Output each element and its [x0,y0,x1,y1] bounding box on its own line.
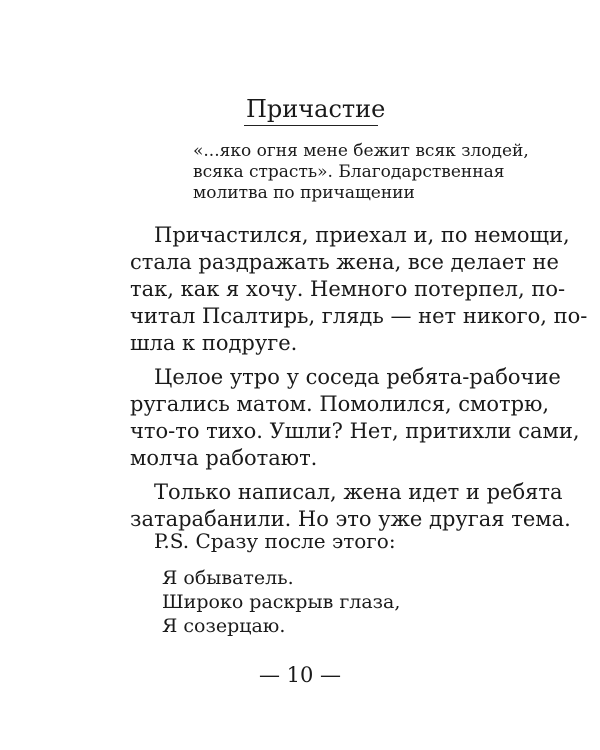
title-underline [244,125,378,126]
text-line: молча работают. [130,446,318,470]
epigraph-line: всяка страсть». Благодарственная [193,162,505,182]
text-line: стала раздражать жена, все делает не [130,250,559,274]
body-text [130,222,588,540]
verse-line: Широко раскрыв глаза, [162,591,401,613]
verse-line: Я обыватель. [162,567,294,589]
verse-line: Я созерцаю. [162,615,286,637]
text-line: Целое утро у соседа ребята-рабочие [154,365,561,389]
text-line: что-то тихо. Ушли? Нет, притихли сами, [130,419,580,443]
chapter-title: Причастие [246,95,386,123]
text-line: шла к подруге. [130,331,298,355]
text-line: затарабанили. Но это уже другая тема. [130,507,571,531]
epigraph-line: «...яко огня мене бежит всяк злодей, [193,141,529,161]
epigraph [193,141,529,204]
text-line: Только написал, жена идет и ребята [154,480,563,504]
verse [162,566,400,638]
text-line: Причастился, приехал и, по немощи, [154,223,570,247]
page-number: — 10 — [258,663,342,687]
epigraph-line: молитва по причащении [193,183,415,203]
paragraph [130,479,571,533]
paragraph [130,222,588,357]
postscript: P.S. Сразу после этого: [154,529,396,553]
text-line: так, как я хочу. Немного потерпел, по- [130,277,566,301]
text-line: читал Псалтирь, глядь — нет никого, по- [130,304,588,328]
paragraph [130,364,580,472]
text-line: ругались матом. Помолился, смотрю, [130,392,550,416]
